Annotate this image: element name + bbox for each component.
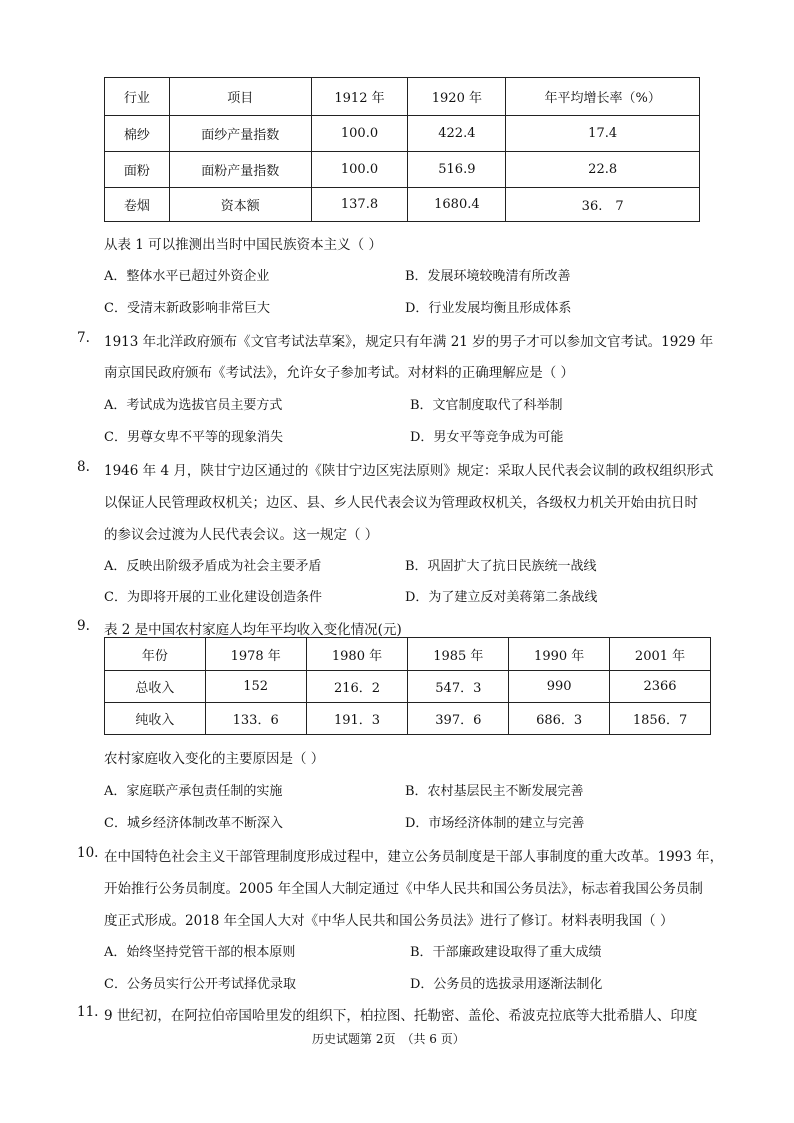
q8-text-line: 1946 年 4 月，陕甘宁边区通过的《陕甘宁边区宪法原则》规定：采取人民代表会议制的政权组织形式 [104, 463, 714, 479]
q8-option-c[interactable]: C．为即将开展的工业化建设创造条件 [104, 590, 322, 605]
q11-text-line: 9 世纪初，在阿拉伯帝国哈里发的组织下，柏拉图、托勒密、盖伦、希波克拉底等大批希腊人、印度 [104, 1008, 698, 1024]
q6-stem: 从表 1 可以推测出当时中国民族资本主义（ ） [104, 237, 382, 253]
q7-option-b[interactable]: B．文官制度取代了科举制 [410, 398, 563, 413]
table-row [105, 671, 711, 703]
header-cell: 1978 年 [205, 638, 306, 671]
q11-number: 11. [77, 1004, 99, 1020]
q6-option-a[interactable]: A．整体水平已超过外资企业 [104, 269, 270, 284]
q9-stem: 表 2 是中国农村家庭人均年平均收入变化情况(元) [104, 622, 402, 638]
q8-text-line: 以保证人民管理政权机关；边区、县、乡人民代表会议为管理政权机关，各级权力机关开始由抗日时 [104, 495, 698, 511]
q10-option-d[interactable]: D．公务员的选拔录用逐渐法制化 [410, 977, 603, 992]
table-cell: 资本额 [169, 188, 311, 222]
q7-number: 7. [77, 330, 90, 346]
q9-question: 农村家庭收入变化的主要原因是（ ） [104, 751, 325, 767]
q10-number: 10. [77, 845, 99, 861]
table-cell: 面粉产量指数 [169, 152, 311, 188]
q10-option-a[interactable]: A．始终坚持党管干部的根本原则 [104, 945, 296, 960]
q7-option-a[interactable]: A．考试成为选拔官员主要方式 [104, 398, 283, 413]
header-cell: 1912 年 [311, 78, 408, 116]
q8-option-a[interactable]: A．反映出阶级矛盾成为社会主要矛盾 [104, 559, 322, 574]
q7-option-c[interactable]: C．男尊女卑不平等的现象消失 [104, 430, 283, 445]
table-cell: 686．3 [509, 703, 610, 735]
table-cell: 卷烟 [105, 188, 170, 222]
table-cell: 22.8 [506, 152, 700, 188]
q6-option-d[interactable]: D．行业发展均衡且形成体系 [405, 301, 572, 316]
page-footer: 历史试题第 2页 （共 6 页） [312, 1032, 465, 1046]
table-cell: 面纱产量指数 [169, 116, 311, 152]
header-cell: 1990 年 [509, 638, 610, 671]
table-cell: 152 [205, 671, 306, 703]
table-cell: 100.0 [311, 116, 408, 152]
rural-income-table [104, 637, 711, 735]
table-cell: 133．6 [205, 703, 306, 735]
table-cell: 面粉 [105, 152, 170, 188]
table-row [105, 152, 700, 188]
q9-option-a[interactable]: A．家庭联产承包责任制的实施 [104, 784, 283, 799]
table-cell: 纯收入 [105, 703, 206, 735]
table-cell: 棉纱 [105, 116, 170, 152]
q9-number: 9. [77, 618, 90, 634]
header-cell: 1985 年 [408, 638, 509, 671]
table-cell: 422.4 [408, 116, 506, 152]
table-cell: 总收入 [105, 671, 206, 703]
q10-option-c[interactable]: C．公务员实行公开考试择优录取 [104, 977, 296, 992]
table-cell: 547．3 [408, 671, 509, 703]
table-cell: 1856．7 [610, 703, 711, 735]
header-cell: 年份 [105, 638, 206, 671]
table-cell: 516.9 [408, 152, 506, 188]
q8-option-b[interactable]: B．巩固扩大了抗日民族统一战线 [405, 559, 597, 574]
table-cell: 990 [509, 671, 610, 703]
table-row [105, 116, 700, 152]
table-cell: 17.4 [506, 116, 700, 152]
q6-option-b[interactable]: B．发展环境较晚清有所改善 [405, 269, 571, 284]
header-cell: 行业 [105, 78, 170, 116]
q6-option-c[interactable]: C．受清末新政影响非常巨大 [104, 301, 270, 316]
table-cell: 36. 7 [506, 188, 700, 222]
table-cell: 216．2 [306, 671, 408, 703]
header-cell: 项目 [169, 78, 311, 116]
table-cell: 2366 [610, 671, 711, 703]
table-row [105, 703, 711, 735]
q10-text-line: 开始推行公务员制度。2005 年全国人大制定通过《中华人民共和国公务员法》，标志着我国公务员制 [104, 881, 703, 897]
table-header-row [105, 638, 711, 671]
industry-growth-table [104, 77, 700, 222]
q10-text-line: 在中国特色社会主义干部管理制度形成过程中，建立公务员制度是干部人事制度的重大改革。1993 年， [104, 849, 724, 865]
q8-number: 8. [77, 459, 90, 475]
q8-option-d[interactable]: D．为了建立反对美蒋第二条战线 [405, 590, 598, 605]
header-cell: 年平均增长率（%） [506, 78, 700, 116]
q10-option-b[interactable]: B．干部廉政建设取得了重大成绩 [410, 945, 602, 960]
table-cell: 1680.4 [408, 188, 506, 222]
table-row [105, 188, 700, 222]
table-cell: 191．3 [306, 703, 408, 735]
q7-text-line: 南京国民政府颁布《考试法》，允许女子参加考试。对材料的正确理解应是（ ） [104, 365, 575, 381]
table-cell: 397．6 [408, 703, 509, 735]
table-cell: 100.0 [311, 152, 408, 188]
table-header-row [105, 78, 700, 116]
header-cell: 1920 年 [408, 78, 506, 116]
q9-option-b[interactable]: B．农村基层民主不断发展完善 [405, 784, 584, 799]
q7-text-line: 1913 年北洋政府颁布《文官考试法草案》，规定只有年满 21 岁的男子才可以参加文官考试。1929 年 [104, 334, 714, 350]
header-cell: 2001 年 [610, 638, 711, 671]
q9-option-d[interactable]: D．市场经济体制的建立与完善 [405, 816, 585, 831]
table-cell: 137.8 [311, 188, 408, 222]
header-cell: 1980 年 [306, 638, 408, 671]
q9-option-c[interactable]: C．城乡经济体制改革不断深入 [104, 816, 283, 831]
q10-text-line: 度正式形成。2018 年全国人大对《中华人民共和国公务员法》进行了修订。材料表明我国（ ） [104, 913, 674, 929]
q8-text-line: 的参议会过渡为人民代表会议。这一规定（ ） [104, 527, 379, 543]
q7-option-d[interactable]: D．男女平等竞争成为可能 [410, 430, 564, 445]
